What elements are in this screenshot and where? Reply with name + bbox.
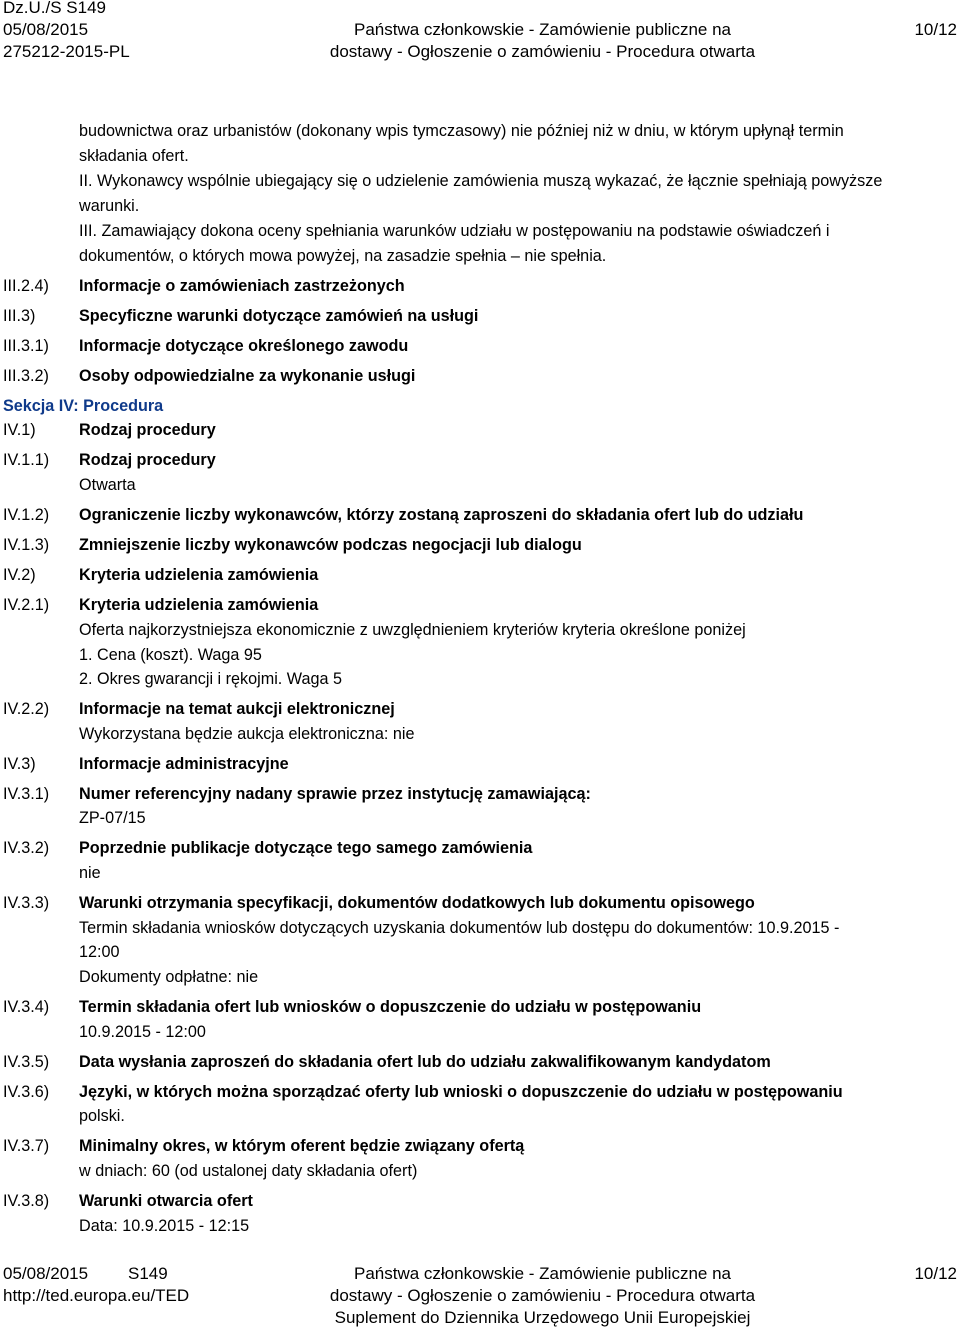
header-date: 05/08/2015: [3, 20, 89, 39]
section-title: Języki, w których można sporządzać oferty lub wnioski o dopuszczenie do udziału w postępowaniu: [79, 1083, 843, 1101]
section-number: IV.3.6): [3, 1083, 50, 1101]
section-number: IV.3): [3, 755, 36, 773]
section-number: IV.3.4): [3, 998, 50, 1016]
footer-title-line1: Państwa członkowskie - Zamówienie publiczne na: [353, 1264, 731, 1283]
section-value: Dokumenty odpłatne: nie: [79, 968, 259, 986]
section-title: Data wysłania zaproszeń do składania ofert lub do udziału zakwalifikowanym kandydatom: [79, 1053, 771, 1071]
section-title: Rodzaj procedury: [79, 421, 216, 439]
section-value: Termin składania wniosków dotyczących uzyskania dokumentów lub dostępu do dokumentów: 10.9.2015 -: [79, 919, 840, 937]
section-heading-procedure: Sekcja IV: Procedura: [3, 397, 164, 415]
section-value: Oferta najkorzystniejsza ekonomicznie z uwzględnieniem kryteriów kryteria określone poniżej: [79, 621, 746, 639]
section-value: 2. Okres gwarancji i rękojmi. Waga 5: [79, 670, 342, 688]
section-number: III.3): [3, 307, 36, 325]
ted-link[interactable]: http://ted.europa.eu/TED: [3, 1286, 190, 1305]
section-title: Osoby odpowiedzialne za wykonanie usługi: [79, 367, 416, 385]
section-title: Termin składania ofert lub wniosków o dopuszczenie do udziału w postępowaniu: [79, 998, 702, 1016]
section-number: IV.3.3): [3, 894, 50, 912]
section-title: Informacje dotyczące określonego zawodu: [79, 337, 409, 355]
footer-date: 05/08/2015: [3, 1264, 89, 1283]
section-title: Warunki otrzymania specyfikacji, dokumentów dodatkowych lub dokumentu opisowego: [79, 894, 755, 912]
notice-id: 275212-2015-PL: [3, 42, 130, 61]
section-number: IV.3.1): [3, 785, 50, 803]
section-value: 12:00: [79, 943, 120, 961]
section-title: Specyficzne warunki dotyczące zamówień na usługi: [79, 307, 479, 325]
section-title: Informacje na temat aukcji elektronicznej: [79, 700, 395, 718]
section-number: III.3.1): [3, 337, 49, 355]
section-number: IV.3.7): [3, 1137, 50, 1155]
section-title: Numer referencyjny nadany sprawie przez instytucję zamawiającą:: [79, 785, 591, 803]
section-title: Kryteria udzielenia zamówienia: [79, 596, 319, 614]
footer-supplement: Suplement do Dziennika Urzędowego Unii Europejskiej: [334, 1308, 751, 1327]
section-number: IV.1.2): [3, 506, 50, 524]
footer-page-number: 10/12: [914, 1264, 957, 1283]
section-value: Wykorzystana będzie aukcja elektroniczna: nie: [79, 725, 415, 743]
section-value: 1. Cena (koszt). Waga 95: [79, 646, 262, 664]
section-value: Data: 10.9.2015 - 12:15: [79, 1217, 250, 1235]
section-title: Kryteria udzielenia zamówienia: [79, 566, 319, 584]
section-title: Warunki otwarcia ofert: [79, 1192, 253, 1210]
section-title: Poprzednie publikacje dotyczące tego samego zamówienia: [79, 839, 533, 857]
section-number: IV.1): [3, 421, 36, 439]
section-number: IV.3.2): [3, 839, 50, 857]
intro-p2-line1: II. Wykonawcy wspólnie ubiegający się o udzielenie zamówienia muszą wykazać, że łącznie spełniają powyższe: [79, 172, 883, 190]
page-header: [0, 0, 960, 63]
section-title: Informacje administracyjne: [79, 755, 289, 773]
footer-title-line2: dostawy - Ogłoszenie o zamówieniu - Procedura otwarta: [329, 1286, 756, 1305]
section-value: w dniach: 60 (od ustalonej daty składania ofert): [79, 1162, 418, 1180]
section-value: Otwarta: [79, 476, 136, 494]
section-title: Ograniczenie liczby wykonawców, którzy zostaną zaproszeni do składania ofert lub do udziału: [79, 506, 804, 524]
intro-p2-line2: warunki.: [79, 197, 140, 215]
intro-p1-line1: budownictwa oraz urbanistów (dokonany wpis tymczasowy) nie później niż w dniu, w którym upłynął termin: [79, 122, 844, 140]
reference-number: ZP-07/15: [79, 809, 146, 827]
journal-ref: Dz.U./S S149: [3, 0, 106, 17]
section-title: Zmniejszenie liczby wykonawców podczas negocjacji lub dialogu: [79, 536, 582, 554]
section-value: 10.9.2015 - 12:00: [79, 1023, 206, 1041]
section-number: III.3.2): [3, 367, 49, 385]
section-number: IV.2.1): [3, 596, 50, 614]
section-number: IV.1.3): [3, 536, 50, 554]
header-title-line2: dostawy - Ogłoszenie o zamówieniu - Procedura otwarta: [329, 42, 756, 61]
page-footer: [0, 1263, 960, 1329]
section-number: IV.3.5): [3, 1053, 50, 1071]
intro-p3-line2: dokumentów, o których mowa powyżej, na zasadzie spełnia – nie spełnia.: [79, 247, 607, 265]
section-number: IV.2): [3, 566, 36, 584]
section-number: IV.3.8): [3, 1192, 50, 1210]
header-title-line1: Państwa członkowskie - Zamówienie publiczne na: [353, 20, 731, 39]
intro-p3-line1: III. Zamawiający dokona oceny spełniania warunków udziału w postępowaniu na podstawie oświadczeń i: [79, 222, 830, 240]
section-value: polski.: [79, 1107, 125, 1125]
intro-p1-line2: składania ofert.: [79, 147, 189, 165]
section-title: Rodzaj procedury: [79, 451, 216, 469]
section-number: IV.2.2): [3, 700, 50, 718]
header-page-number: 10/12: [914, 20, 957, 39]
section-value: nie: [79, 864, 101, 882]
section-title: Informacje o zamówieniach zastrzeżonych: [79, 277, 405, 295]
section-number: IV.1.1): [3, 451, 50, 469]
section-number: III.2.4): [3, 277, 49, 295]
section-title: Minimalny okres, w którym oferent będzie związany ofertą: [79, 1137, 525, 1155]
footer-series: S149: [128, 1264, 168, 1283]
